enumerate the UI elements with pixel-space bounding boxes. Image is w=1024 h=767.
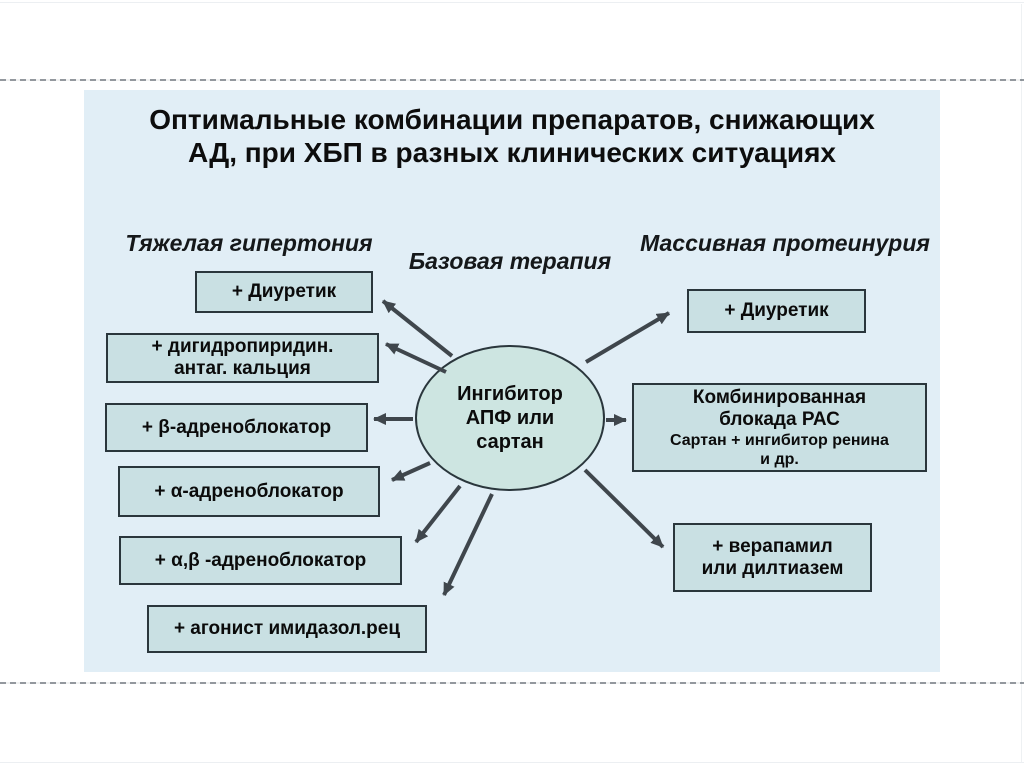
box-verapamil-or-diltiazem: [673, 523, 872, 592]
box-label: + α,β -адреноблокатор: [154, 549, 367, 571]
slide-title-line2: АД, при ХБП в разных клинических ситуациях: [188, 137, 836, 168]
box-label: + верапамил: [712, 535, 833, 557]
box-label: + α-адреноблокатор: [154, 480, 344, 502]
page-top-edge-line: [0, 2, 1024, 3]
box-imidazoline-receptor-agonist: [147, 605, 427, 653]
ellipse-label: АПФ или: [465, 407, 555, 429]
box-label: Комбинированная: [692, 386, 867, 408]
box-alpha-beta-blocker: [119, 536, 402, 585]
box-label: антаг. кальция: [174, 358, 311, 379]
box-label: + дигидропиридин.: [151, 336, 334, 357]
box-label: + β-адреноблокатор: [141, 416, 332, 438]
box-diuretic-right: [687, 289, 866, 333]
slide-bottom-border-line: [0, 682, 1024, 684]
column-header-basic-therapy: Базовая терапия: [408, 248, 612, 274]
page-bottom-edge-line: [0, 762, 1024, 763]
ellipse-label: Ингибитор: [457, 383, 563, 405]
box-label: + Диуретик: [231, 281, 337, 302]
box-label-small: и др.: [760, 450, 799, 468]
box-label-small: Сартан + ингибитор ренина: [670, 431, 889, 449]
box-diuretic-left: [195, 271, 373, 313]
box-label: + Диуретик: [724, 300, 829, 321]
box-label: блокада РАС: [719, 408, 840, 430]
box-label: или дилтиазем: [701, 557, 844, 579]
ellipse-label: сартан: [476, 431, 544, 453]
box-beta-blocker: [105, 403, 368, 452]
slide-title: [84, 103, 940, 169]
slide-top-border-line: [0, 79, 1024, 81]
column-header-massive-proteinuria: Массивная протеинурия: [640, 230, 930, 256]
slide-title-line1: Оптимальные комбинации препаратов, снижающих: [149, 104, 875, 135]
box-combined-ras-blockade: [632, 383, 927, 472]
slide-canvas: [84, 90, 940, 672]
box-label: + агонист имидазол.рец: [173, 618, 401, 639]
box-dihydropyridine-calcium-antagonist: [106, 333, 379, 383]
node-ace-inhibitor-or-sartan: [415, 345, 605, 491]
box-alpha-blocker: [118, 466, 380, 517]
column-header-severe-hypertension: Тяжелая гипертония: [125, 230, 373, 256]
page-right-edge-line: [1021, 4, 1022, 762]
